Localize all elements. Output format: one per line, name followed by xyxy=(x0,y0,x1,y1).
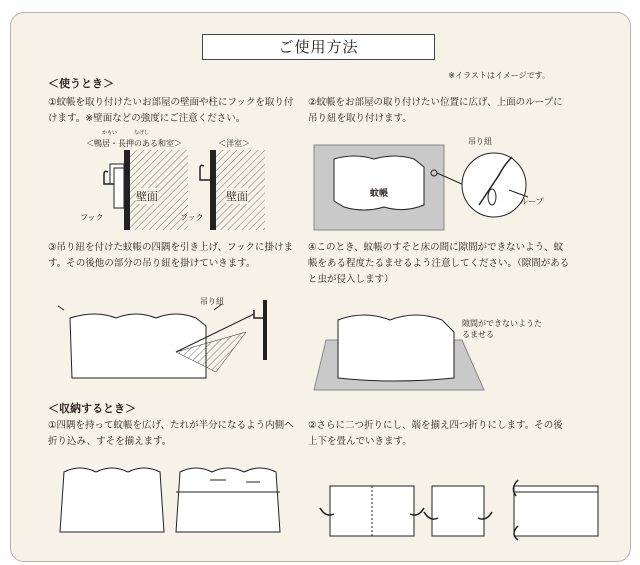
use-step1-text: ①蚊帳を取り付けたいお部屋の壁面や柱にフックを取り付けます。※壁面などの強度にご注意ください。 xyxy=(48,97,294,124)
hook-label-2: フック xyxy=(180,213,204,222)
illustration-note: ※イラストはイメージです。 xyxy=(448,71,550,80)
store-step1-text: ①四隅を持って蚊帳を広げ、たれが半分になるよう内側へ折り込み、すそを揃えます。 xyxy=(48,420,294,447)
ruby-kamoi: かもい xyxy=(102,130,118,136)
store-heading: ＜収納するとき＞ xyxy=(48,402,136,415)
japanese-room-label: ＜鴨居・長押のある和室＞ xyxy=(86,139,182,148)
use-step4-text: ④このとき、蚊帳のすそと床の間に隙間ができないよう、蚊帳をある程度たるませるよう注意してください。（隙間があると虫が侵入します） xyxy=(308,242,570,285)
loop-label: ループ xyxy=(520,197,544,206)
hook-label-1: フック xyxy=(80,213,104,222)
string-label: 吊り紐 xyxy=(468,137,492,146)
string-label-2: 吊り紐 xyxy=(200,297,224,306)
slack-note: 隙間ができないようたるませる xyxy=(462,319,542,339)
use-step2-text: ②蚊帳をお部屋の取り付けたい位置に広げ、上面のループに吊り紐を取り付けます。 xyxy=(308,97,563,124)
wall-label-2: 壁面 xyxy=(226,190,248,203)
page-title: ご使用方法 xyxy=(202,34,435,60)
store-step2-text: ②さらに二つ折りにし、端を揃え四つ折りにします。その後上下を畳んでいきます。 xyxy=(308,420,563,447)
net-hanging-illustration xyxy=(56,292,286,386)
fold-step1-illustration xyxy=(60,462,290,536)
wall-label-1: 壁面 xyxy=(136,190,158,203)
net-slack-illustration xyxy=(314,300,484,392)
ruby-nageshi: なげし xyxy=(134,130,150,136)
net-label: 蚊帳 xyxy=(370,189,389,199)
fold-step2-illustration xyxy=(320,478,610,540)
use-heading: ＜使うとき＞ xyxy=(48,77,114,90)
use-step3-text: ③吊り紐を付けた蚊帳の四隅を引き上げ、フックに掛けます。その後他の部分の吊り紐を掛けていきます。 xyxy=(48,242,293,269)
western-room-label: ＜洋室＞ xyxy=(218,139,250,148)
net-spread-illustration xyxy=(314,135,564,235)
